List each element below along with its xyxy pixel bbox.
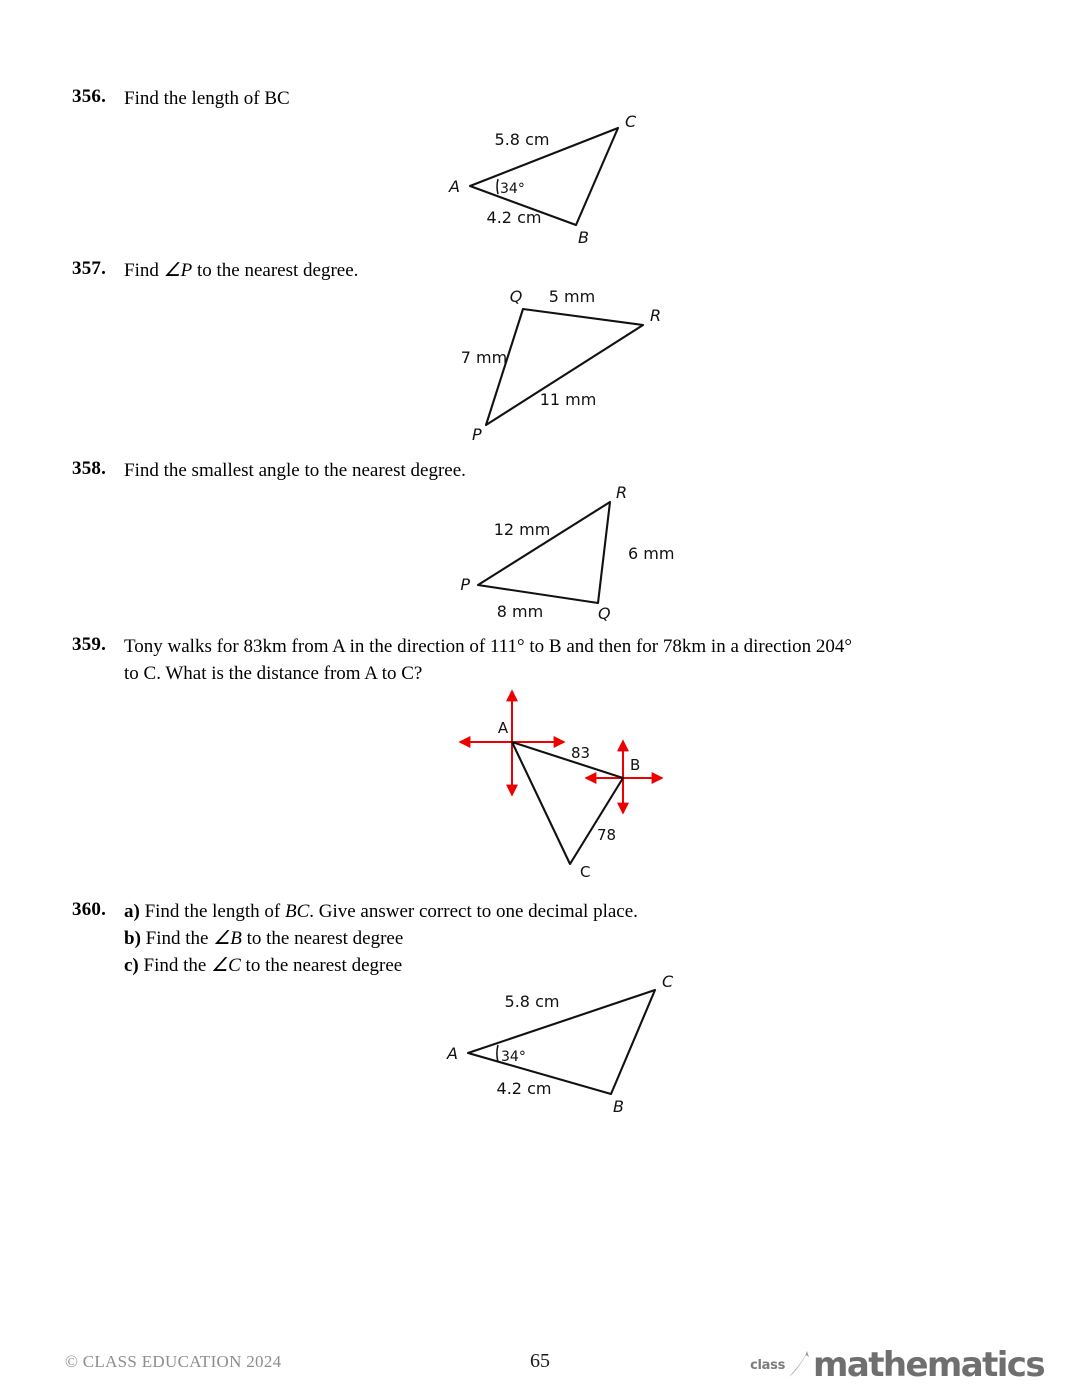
angle-label-a: 34° <box>500 181 525 197</box>
question-number: 357. <box>72 258 107 279</box>
point-label-b: B <box>630 756 641 774</box>
part-text-symbol: ∠B <box>213 927 242 949</box>
side-label-ab: 4.2 cm <box>486 208 542 227</box>
question-text-tail: to the nearest degree. <box>192 260 359 281</box>
figure-357-triangle-pqr <box>450 285 700 445</box>
vertex-label-a: A <box>447 1044 458 1063</box>
side-label-qr: 5 mm <box>548 287 596 306</box>
side-label-pr: 12 mm <box>493 520 551 539</box>
part-letter: b) <box>124 927 141 949</box>
question-text <box>124 258 358 285</box>
question-text: Find the length of BC <box>124 88 290 109</box>
figure-360-triangle-abc <box>426 965 706 1115</box>
question-text-head: Find <box>124 260 164 281</box>
side-label-ac: 5.8 cm <box>504 992 560 1011</box>
question-part-b <box>124 926 638 953</box>
figure-358-triangle-pqr <box>450 482 700 622</box>
question-359 <box>72 634 852 688</box>
figure-356-triangle-abc <box>426 110 686 250</box>
copyright-text: © CLASS EDUCATION 2024 <box>65 1352 282 1371</box>
question-text: Find the smallest angle to the nearest degree. <box>124 460 466 481</box>
question-text-symbol: ∠P <box>163 260 193 281</box>
part-text-head: Find the length of <box>144 901 285 922</box>
part-text-head: Find the <box>143 954 212 976</box>
compass-cross-b <box>586 741 662 813</box>
question-356 <box>72 86 290 113</box>
vertex-label-r: R <box>650 306 662 325</box>
part-letter: c) <box>124 954 139 976</box>
vertex-label-q: Q <box>598 604 611 622</box>
point-label-a: A <box>497 719 509 737</box>
logo-word-text: mathematics <box>813 1345 1044 1385</box>
part-text-tail: to the nearest degree <box>241 927 404 949</box>
angle-arc-a <box>497 179 498 194</box>
question-358 <box>72 458 466 485</box>
vertex-label-r: R <box>616 483 628 502</box>
vertex-label-p: P <box>472 425 482 444</box>
vertex-label-q: Q <box>509 287 523 306</box>
side-label-pq: 8 mm <box>496 602 544 621</box>
distance-label-ab: 83 <box>571 744 591 762</box>
part-text-head: Find the <box>145 927 214 949</box>
walk-path <box>512 742 623 864</box>
distance-label-bc: 78 <box>597 826 617 844</box>
triangle-path <box>478 502 610 603</box>
side-label-rq: 6 mm <box>628 544 675 563</box>
vertex-label-a: A <box>449 177 460 196</box>
vertex-label-c: C <box>662 972 674 991</box>
question-text-line-1: Tony walks for 83km from A in the direction of 111° to B and then for 78km in a direction 204° <box>124 636 853 657</box>
point-label-c: C <box>580 863 591 881</box>
angle-arc-a <box>497 1045 498 1062</box>
question-text-line-2: to C. What is the distance from A to C? <box>124 662 423 684</box>
brand-logo <box>750 1344 1044 1386</box>
figure-359-bearing-diagram <box>440 685 690 885</box>
logo-prefix-text: class <box>750 1357 786 1373</box>
part-text-symbol: ∠C <box>211 954 241 976</box>
vertex-label-p: P <box>460 575 470 594</box>
question-number: 356. <box>72 86 107 107</box>
part-text-symbol: BC <box>284 901 310 922</box>
vertex-label-b: B <box>613 1097 624 1115</box>
vertex-label-b: B <box>578 228 589 247</box>
part-text-tail: . Give answer correct to one decimal place. <box>309 901 638 922</box>
page-number: 65 <box>530 1350 550 1372</box>
swoosh-icon <box>786 1346 812 1385</box>
question-number: 359. <box>72 634 107 655</box>
question-text <box>124 634 852 688</box>
part-letter: a) <box>124 901 140 922</box>
side-label-ab: 4.2 cm <box>496 1079 552 1098</box>
angle-label-a: 34° <box>501 1049 526 1065</box>
page-footer <box>0 1338 1080 1398</box>
side-label-pr: 11 mm <box>539 390 597 409</box>
side-label-ac: 5.8 cm <box>494 130 550 149</box>
question-number: 358. <box>72 458 107 479</box>
side-label-pq: 7 mm <box>460 348 508 367</box>
question-part-a <box>124 899 638 926</box>
question-number: 360. <box>72 899 107 920</box>
question-357 <box>72 258 358 285</box>
vertex-label-c: C <box>625 112 637 131</box>
part-text-tail: to the nearest degree <box>240 954 403 976</box>
